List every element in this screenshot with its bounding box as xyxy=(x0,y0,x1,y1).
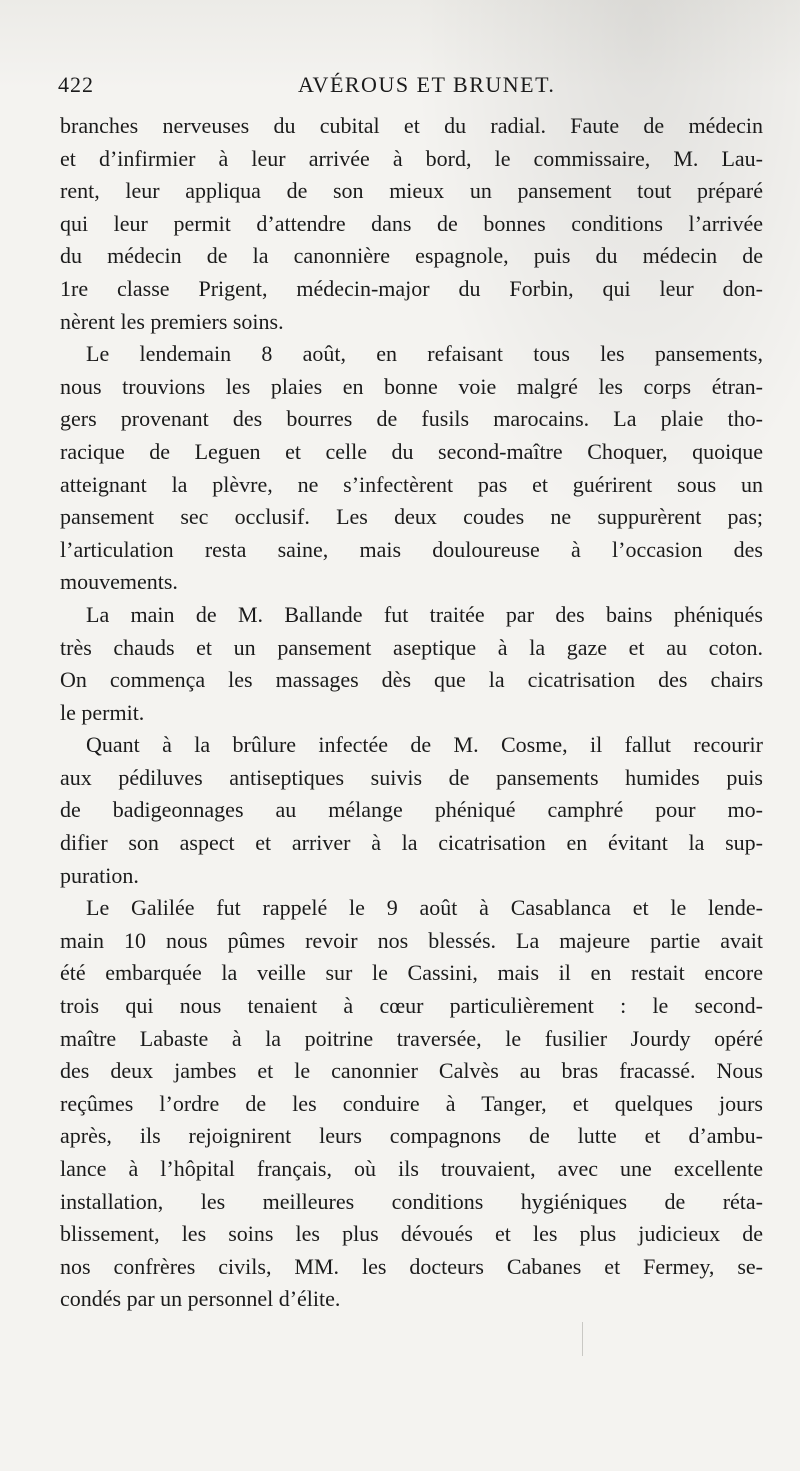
text-line: maître Labaste à la poitrine traversée, le fusilier Jourdy opéré xyxy=(60,1025,763,1051)
text-line: nos confrères civils, MM. les docteurs Cabanes et Fermey, se- xyxy=(60,1253,763,1279)
text-line: 1re classe Prigent, médecin-major du Forbin, qui leur don- xyxy=(60,275,763,301)
text-line: Le Galilée fut rappelé le 9 août à Casablanca et le lende- xyxy=(86,895,763,921)
text-line: reçûmes l’ordre de les conduire à Tanger, et quelques jours xyxy=(60,1090,763,1116)
text-line: Quant à la brûlure infectée de M. Cosme, il fallut recourir xyxy=(86,732,763,758)
text-line: été embarquée la veille sur le Cassini, mais il en restait encore xyxy=(60,960,763,986)
text-line: difier son aspect et arriver à la cicatrisation en évitant la sup- xyxy=(60,830,763,856)
text-line: et d’infirmier à leur arrivée à bord, le commissaire, M. Lau- xyxy=(60,145,763,171)
text-line: très chauds et un pansement aseptique à la gaze et au coton. xyxy=(60,634,763,660)
text-line: nous trouvions les plaies en bonne voie malgré les corps étran- xyxy=(60,373,763,399)
text-line: Le lendemain 8 août, en refaisant tous les pansements, xyxy=(86,341,763,367)
text-line: mouvements. xyxy=(60,569,178,595)
text-line: trois qui nous tenaient à cœur particulièrement : le second- xyxy=(60,993,763,1019)
scan-artifact xyxy=(582,1322,583,1356)
running-title: AVÉROUS ET BRUNET. xyxy=(298,72,556,97)
text-line: blissement, les soins les plus dévoués et les plus judicieux de xyxy=(60,1221,763,1247)
text-line: lance à l’hôpital français, où ils trouvaient, avec une excellente xyxy=(60,1156,763,1181)
text-line: aux pédiluves antiseptiques suivis de pansements humides puis xyxy=(60,764,763,790)
text-line: branches nerveuses du cubital et du radial. Faute de médecin xyxy=(60,113,763,138)
text-line: rent, leur appliqua de son mieux un pansement tout préparé xyxy=(60,178,763,204)
text-line: après, ils rejoignirent leurs compagnons de lutte et d’ambu- xyxy=(60,1123,763,1149)
body-text xyxy=(60,110,763,1316)
text-line: puration. xyxy=(60,862,139,888)
text-line: gers provenant des bourres de fusils marocains. La plaie tho- xyxy=(60,406,763,432)
text-line: l’articulation resta saine, mais douloureuse à l’occasion des xyxy=(60,536,763,562)
running-head xyxy=(58,72,758,106)
text-line: qui leur permit d’attendre dans de bonnes conditions l’arrivée xyxy=(60,210,763,236)
text-line: de badigeonnages au mélange phéniqué camphré pour mo- xyxy=(60,797,763,823)
text-line: La main de M. Ballande fut traitée par des bains phéniqués xyxy=(86,601,763,627)
text-line: condés par un personnel d’élite. xyxy=(60,1286,341,1312)
text-line: On commença les massages dès que la cicatrisation des chairs xyxy=(60,667,763,693)
text-line: du médecin de la canonnière espagnole, puis du médecin de xyxy=(60,243,763,269)
text-line: pansement sec occlusif. Les deux coudes ne suppurèrent pas; xyxy=(60,504,763,530)
text-line: nèrent les premiers soins. xyxy=(60,308,284,334)
text-line: racique de Leguen et celle du second-maître Choquer, quoique xyxy=(60,438,763,464)
page-number: 422 xyxy=(58,72,94,97)
text-line: des deux jambes et le canonnier Calvès au bras fracassé. Nous xyxy=(60,1058,763,1084)
text-line: le permit. xyxy=(60,699,145,725)
text-line: main 10 nous pûmes revoir nos blessés. La majeure partie avait xyxy=(60,927,763,953)
text-line: atteignant la plèvre, ne s’infectèrent pas et guérirent sous un xyxy=(60,471,763,497)
text-line: installation, les meilleures conditions hygiéniques de réta- xyxy=(60,1188,763,1214)
